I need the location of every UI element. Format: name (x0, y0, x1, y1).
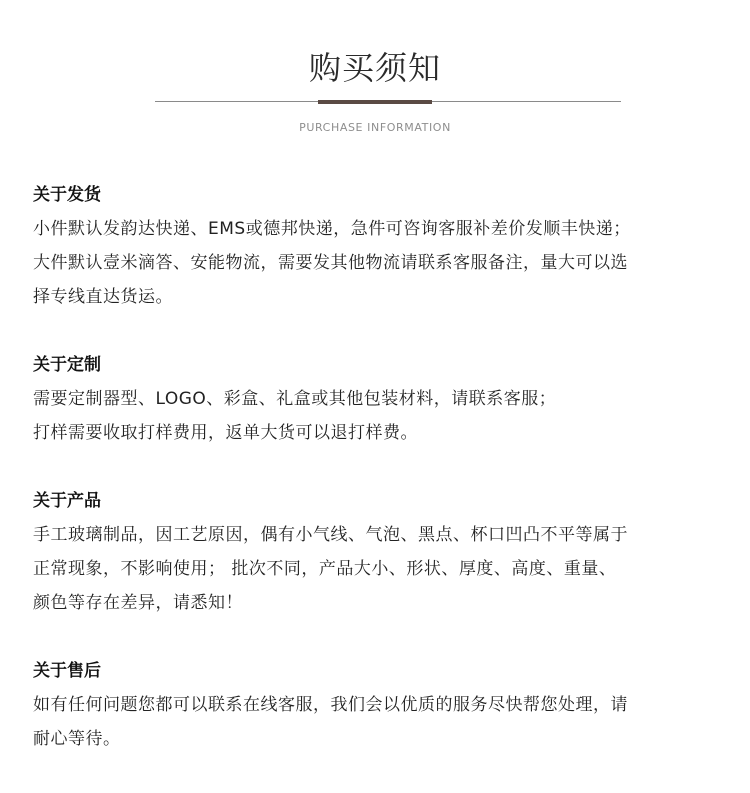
section-body (33, 382, 723, 450)
body-line: 小件默认发韵达快递、EMS或德邦快递，急件可咨询客服补差价发顺丰快递； (33, 219, 631, 239)
section-shipping (33, 180, 723, 314)
section-heading: 关于售后 (33, 661, 101, 681)
body-line: 择专线直达货运。 (33, 287, 173, 307)
section-product (33, 486, 723, 620)
section-heading: 关于产品 (33, 491, 101, 511)
body-line: 打样需要收取打样费用，返单大货可以退打样费。 (33, 423, 418, 443)
body-line: 手工玻璃制品，因工艺原因，偶有小气线、气泡、黑点、杯口凹凸不平等属于 (33, 525, 628, 545)
section-after-sales (33, 656, 723, 756)
page-subtitle: PURCHASE INFORMATION (299, 121, 451, 134)
title-divider-accent (318, 100, 432, 104)
section-heading: 关于定制 (33, 355, 101, 375)
section-customization (33, 350, 723, 450)
body-line: 颜色等存在差异，请悉知！ (33, 593, 243, 613)
page-title: 购买须知 (308, 49, 441, 87)
page-header (0, 0, 750, 140)
section-body (33, 212, 723, 314)
body-line: 正常现象，不影响使用； 批次不同，产品大小、形状、厚度、高度、重量、 (33, 559, 617, 579)
section-heading: 关于发货 (33, 185, 101, 205)
section-body (33, 688, 723, 756)
body-line: 需要定制器型、LOGO、彩盒、礼盒或其他包装材料，请联系客服； (33, 389, 557, 409)
body-line: 如有任何问题您都可以联系在线客服，我们会以优质的服务尽快帮您处理，请 (33, 695, 628, 715)
body-line: 耐心等待。 (33, 729, 121, 749)
section-body (33, 518, 723, 620)
body-line: 大件默认壹米滴答、安能物流，需要发其他物流请联系客服备注，量大可以选 (33, 253, 628, 273)
